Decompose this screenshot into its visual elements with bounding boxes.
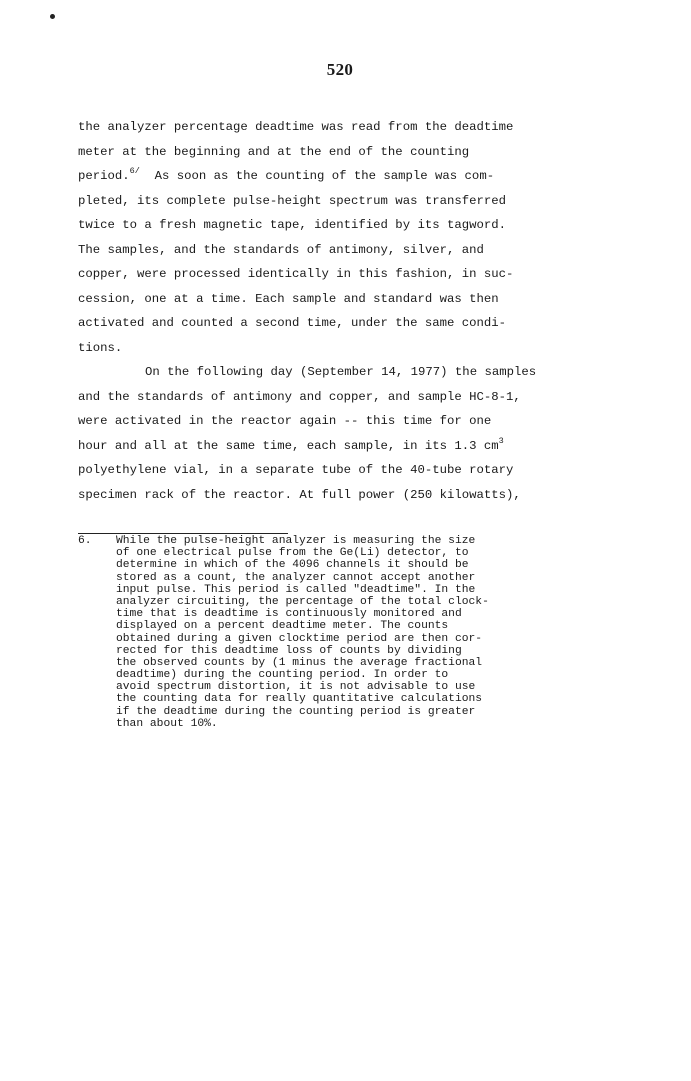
- body-line: activated and counted a second time, under the same condi-: [78, 316, 507, 330]
- body-line: meter at the beginning and at the end of the counting: [78, 144, 470, 159]
- footnote-line: the observed counts by (1 minus the average fractional: [116, 656, 483, 669]
- body-line: were activated in the reactor again -- this time for one: [78, 414, 492, 428]
- unit-exponent: 3: [498, 435, 504, 446]
- body-text: [78, 115, 548, 507]
- body-line: and the standards of antimony and copper, and sample HC-8-1,: [78, 389, 521, 404]
- footnote-line: stored as a count, the analyzer cannot accept another: [116, 571, 476, 584]
- body-line: tions.: [78, 340, 123, 355]
- footnote-text: [116, 535, 489, 730]
- page-number: 520: [326, 60, 354, 79]
- footnote-line: if the deadtime during the counting period is greater: [116, 705, 476, 718]
- footnote-line: the counting data for really quantitative calculations: [116, 693, 483, 706]
- footnote-line: rected for this deadtime loss of counts by dividing: [116, 644, 462, 657]
- body-line: [78, 434, 548, 459]
- footnote-line: displayed on a percent deadtime meter. The counts: [116, 620, 449, 633]
- body-line: specimen rack of the reactor. At full power (250 kilowatts),: [78, 487, 521, 502]
- footnote-line: obtained during a given clocktime period are then cor-: [116, 632, 483, 645]
- footnote-line: than about 10%.: [116, 717, 218, 730]
- footnote-mark: 6.: [78, 535, 92, 547]
- body-line-start: period.: [78, 169, 130, 183]
- footnote-line: of one electrical pulse from the Ge(Li) detector, to: [116, 547, 469, 560]
- body-line: polyethylene vial, in a separate tube of the 40-tube rotary: [78, 463, 514, 477]
- body-line: twice to a fresh magnetic tape, identified by its tagword.: [78, 218, 507, 232]
- footnote-line: avoid spectrum distortion, it is not advisable to use: [116, 681, 476, 694]
- body-line: cession, one at a time. Each sample and standard was then: [78, 291, 499, 306]
- footnote-line: deadtime) during the counting period. In order to: [116, 669, 449, 682]
- body-line: pleted, its complete pulse-height spectrum was transferred: [78, 193, 507, 208]
- footnote-line: determine in which of the 4096 channels it should be: [116, 559, 469, 572]
- footnote-separator: [78, 533, 288, 534]
- body-line: [78, 164, 548, 189]
- body-line: the analyzer percentage deadtime was read from the deadtime: [78, 120, 514, 134]
- paragraph-start-line: On the following day (September 14, 1977) the samples: [145, 365, 537, 379]
- scan-speck: [50, 14, 55, 19]
- footnote-line: time that is deadtime is continuously monitored and: [116, 608, 462, 621]
- footnote-line: analyzer circuiting, the percentage of the total clock-: [116, 595, 489, 608]
- footnote-line: input pulse. This period is called "deadtime". In the: [116, 583, 476, 596]
- body-line: The samples, and the standards of antimony, silver, and: [78, 242, 484, 257]
- footnote-reference[interactable]: 6/: [129, 166, 140, 176]
- body-line-text: hour and all at the same time, each sample, in its 1.3 cm: [78, 438, 499, 453]
- body-line-end: As soon as the counting of the sample was com-: [154, 169, 495, 183]
- footnote-line: While the pulse-height analyzer is measuring the size: [116, 535, 476, 547]
- body-line: copper, were processed identically in this fashion, in suc-: [78, 267, 514, 281]
